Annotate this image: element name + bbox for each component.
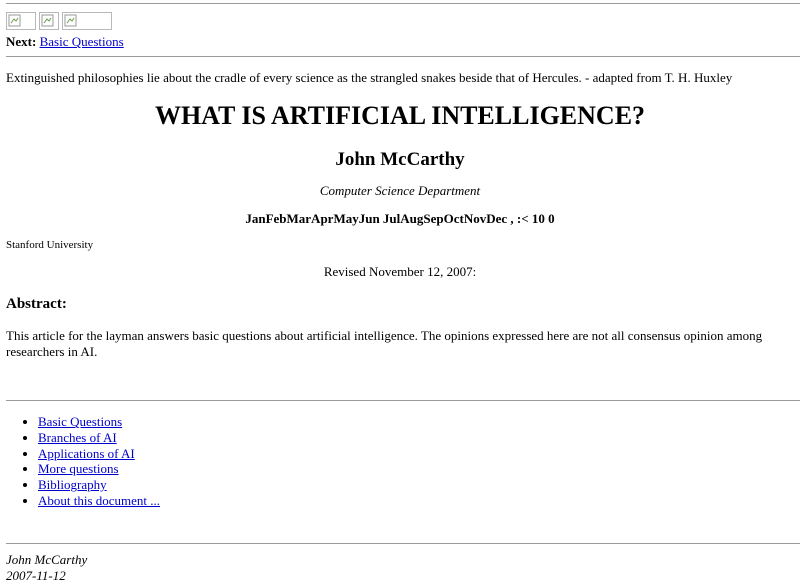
revised-date: Revised November 12, 2007: xyxy=(323,264,477,279)
top-divider xyxy=(6,3,800,4)
epigraph: Extinguished philosophies lie about the cradle of every science as the strangled snakes beside that of Hercules. - adapted from T. H. Huxley xyxy=(6,70,733,85)
date-line: JanFebMarAprMayJun JulAugSepOctNovDec , :< 10 0 xyxy=(245,211,555,226)
institution: Stanford University xyxy=(6,239,94,251)
footer-date: 2007-11-12 xyxy=(6,568,66,583)
toc-item xyxy=(38,493,160,509)
nav-previous-button[interactable] xyxy=(62,12,112,30)
nav-up-button[interactable] xyxy=(39,12,59,30)
nav-next-button[interactable] xyxy=(6,12,36,30)
footer-address xyxy=(6,552,87,584)
toc-divider xyxy=(6,400,800,401)
author-name: John McCarthy xyxy=(335,149,465,170)
previous-icon xyxy=(64,14,78,28)
toc-item xyxy=(38,430,160,446)
next-link[interactable]: Basic Questions xyxy=(39,34,124,49)
department: Computer Science Department xyxy=(319,183,481,198)
toc-link-more-questions[interactable]: More questions xyxy=(38,461,119,477)
abstract-text: This article for the layman answers basic questions about artificial intelligence. The opinions expressed here are not all consensus opinion among researchers in AI. xyxy=(6,328,763,359)
toc-link-about-this-document[interactable]: About this document ... xyxy=(38,492,161,508)
up-icon xyxy=(41,14,55,28)
table-of-contents xyxy=(18,414,160,509)
toc-link-applications-of-ai[interactable]: Applications of AI xyxy=(38,445,135,461)
footer-divider xyxy=(6,543,800,544)
nav-divider xyxy=(6,56,800,57)
toc-item xyxy=(38,446,160,462)
toc-item xyxy=(38,477,160,493)
toc-item xyxy=(38,414,160,430)
next-label: Next: xyxy=(6,34,37,49)
abstract-heading: Abstract: xyxy=(6,296,67,312)
footer-author: John McCarthy xyxy=(6,552,88,567)
toc-link-bibliography[interactable]: Bibliography xyxy=(38,477,107,493)
toc-link-branches-of-ai[interactable]: Branches of AI xyxy=(38,429,117,445)
next-navigation xyxy=(6,34,124,50)
toc-item xyxy=(38,461,160,477)
toc-link-basic-questions[interactable]: Basic Questions xyxy=(38,414,123,429)
next-icon xyxy=(8,14,22,28)
page-title: WHAT IS ARTIFICIAL INTELLIGENCE? xyxy=(154,101,646,130)
